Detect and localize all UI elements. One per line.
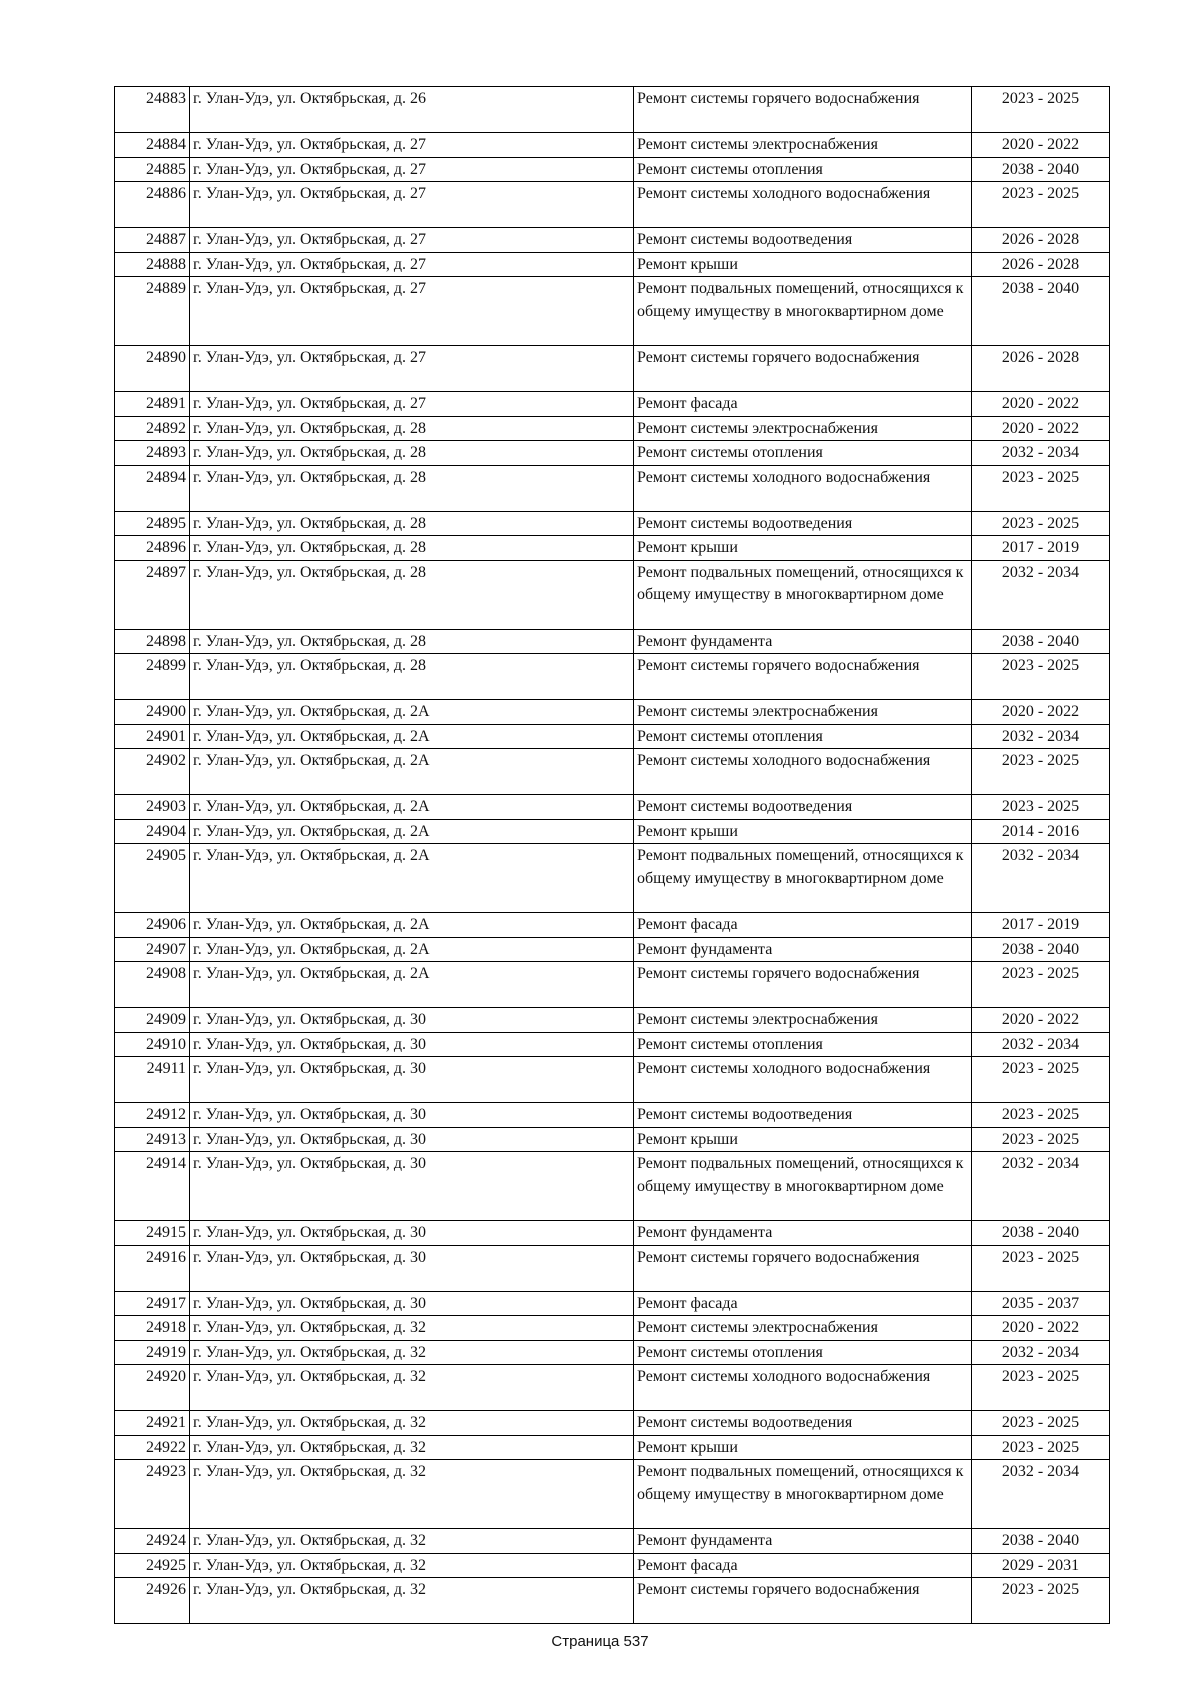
address-cell: г. Улан-Удэ, ул. Октябрьская, д. 32 (190, 1460, 634, 1529)
work-type-cell: Ремонт крыши (634, 536, 972, 561)
row-id-cell: 24909 (115, 1008, 190, 1033)
table-row (115, 700, 1110, 725)
table-row (115, 913, 1110, 938)
table-row (115, 536, 1110, 561)
row-id-cell: 24914 (115, 1152, 190, 1221)
address-cell: г. Улан-Удэ, ул. Октябрьская, д. 28 (190, 511, 634, 536)
period-cell: 2032 - 2034 (972, 1032, 1110, 1057)
period-cell: 2023 - 2025 (972, 1127, 1110, 1152)
row-id-cell: 24916 (115, 1245, 190, 1291)
table-row (115, 346, 1110, 392)
table-row (115, 416, 1110, 441)
address-cell: г. Улан-Удэ, ул. Октябрьская, д. 2А (190, 724, 634, 749)
address-cell: г. Улан-Удэ, ул. Октябрьская, д. 28 (190, 654, 634, 700)
table-row (115, 228, 1110, 253)
table-row (115, 1008, 1110, 1033)
address-cell: г. Улан-Удэ, ул. Октябрьская, д. 27 (190, 228, 634, 253)
table-row (115, 1245, 1110, 1291)
row-id-cell: 24913 (115, 1127, 190, 1152)
period-cell: 2023 - 2025 (972, 749, 1110, 795)
work-type-cell: Ремонт фасада (634, 1291, 972, 1316)
period-cell: 2023 - 2025 (972, 795, 1110, 820)
row-id-cell: 24908 (115, 962, 190, 1008)
period-cell: 2020 - 2022 (972, 700, 1110, 725)
work-type-cell: Ремонт системы отопления (634, 1032, 972, 1057)
period-cell: 2023 - 2025 (972, 654, 1110, 700)
address-cell: г. Улан-Удэ, ул. Октябрьская, д. 27 (190, 182, 634, 228)
row-id-cell: 24889 (115, 277, 190, 346)
table-row (115, 511, 1110, 536)
table-row (115, 1553, 1110, 1578)
period-cell: 2038 - 2040 (972, 629, 1110, 654)
address-cell: г. Улан-Удэ, ул. Октябрьская, д. 30 (190, 1103, 634, 1128)
address-cell: г. Улан-Удэ, ул. Октябрьская, д. 2А (190, 962, 634, 1008)
table-row (115, 465, 1110, 511)
table-row (115, 182, 1110, 228)
address-cell: г. Улан-Удэ, ул. Октябрьская, д. 26 (190, 87, 634, 133)
row-id-cell: 24887 (115, 228, 190, 253)
table-row (115, 1316, 1110, 1341)
address-cell: г. Улан-Удэ, ул. Октябрьская, д. 28 (190, 441, 634, 466)
address-cell: г. Улан-Удэ, ул. Октябрьская, д. 2А (190, 937, 634, 962)
work-type-cell: Ремонт фасада (634, 913, 972, 938)
address-cell: г. Улан-Удэ, ул. Октябрьская, д. 28 (190, 560, 634, 629)
table-row (115, 133, 1110, 158)
table-row (115, 1460, 1110, 1529)
work-type-cell: Ремонт системы электроснабжения (634, 416, 972, 441)
address-cell: г. Улан-Удэ, ул. Октябрьская, д. 30 (190, 1245, 634, 1291)
period-cell: 2023 - 2025 (972, 1245, 1110, 1291)
address-cell: г. Улан-Удэ, ул. Октябрьская, д. 2А (190, 700, 634, 725)
row-id-cell: 24892 (115, 416, 190, 441)
table-row (115, 724, 1110, 749)
row-id-cell: 24883 (115, 87, 190, 133)
work-type-cell: Ремонт системы отопления (634, 441, 972, 466)
row-id-cell: 24918 (115, 1316, 190, 1341)
address-cell: г. Улан-Удэ, ул. Октябрьская, д. 32 (190, 1529, 634, 1554)
row-id-cell: 24910 (115, 1032, 190, 1057)
period-cell: 2032 - 2034 (972, 560, 1110, 629)
table-row (115, 654, 1110, 700)
address-cell: г. Улан-Удэ, ул. Октябрьская, д. 30 (190, 1221, 634, 1246)
work-type-cell: Ремонт системы электроснабжения (634, 1316, 972, 1341)
row-id-cell: 24885 (115, 157, 190, 182)
work-type-cell: Ремонт системы отопления (634, 157, 972, 182)
address-cell: г. Улан-Удэ, ул. Октябрьская, д. 30 (190, 1032, 634, 1057)
address-cell: г. Улан-Удэ, ул. Октябрьская, д. 28 (190, 416, 634, 441)
row-id-cell: 24897 (115, 560, 190, 629)
period-cell: 2017 - 2019 (972, 913, 1110, 938)
table-row (115, 1103, 1110, 1128)
period-cell: 2032 - 2034 (972, 1152, 1110, 1221)
row-id-cell: 24926 (115, 1578, 190, 1624)
table-row (115, 1127, 1110, 1152)
row-id-cell: 24893 (115, 441, 190, 466)
table-row (115, 1578, 1110, 1624)
table-body (115, 87, 1110, 1624)
table-row (115, 157, 1110, 182)
period-cell: 2023 - 2025 (972, 1411, 1110, 1436)
table-row (115, 1221, 1110, 1246)
row-id-cell: 24898 (115, 629, 190, 654)
work-type-cell: Ремонт системы водоотведения (634, 228, 972, 253)
period-cell: 2038 - 2040 (972, 937, 1110, 962)
row-id-cell: 24903 (115, 795, 190, 820)
period-cell: 2038 - 2040 (972, 157, 1110, 182)
work-type-cell: Ремонт системы горячего водоснабжения (634, 346, 972, 392)
period-cell: 2023 - 2025 (972, 962, 1110, 1008)
work-type-cell: Ремонт системы отопления (634, 724, 972, 749)
table-row (115, 749, 1110, 795)
address-cell: г. Улан-Удэ, ул. Октябрьская, д. 32 (190, 1578, 634, 1624)
row-id-cell: 24915 (115, 1221, 190, 1246)
table-row (115, 277, 1110, 346)
work-type-cell: Ремонт системы горячего водоснабжения (634, 1245, 972, 1291)
table-row (115, 1291, 1110, 1316)
table-row (115, 1529, 1110, 1554)
table-row (115, 441, 1110, 466)
work-type-cell: Ремонт фундамента (634, 1221, 972, 1246)
address-cell: г. Улан-Удэ, ул. Октябрьская, д. 32 (190, 1365, 634, 1411)
period-cell: 2032 - 2034 (972, 1340, 1110, 1365)
row-id-cell: 24900 (115, 700, 190, 725)
table-row (115, 1152, 1110, 1221)
row-id-cell: 24907 (115, 937, 190, 962)
table-row (115, 1057, 1110, 1103)
row-id-cell: 24901 (115, 724, 190, 749)
work-type-cell: Ремонт системы холодного водоснабжения (634, 465, 972, 511)
table-row (115, 1435, 1110, 1460)
work-type-cell: Ремонт системы холодного водоснабжения (634, 1057, 972, 1103)
row-id-cell: 24921 (115, 1411, 190, 1436)
address-cell: г. Улан-Удэ, ул. Октябрьская, д. 2А (190, 844, 634, 913)
row-id-cell: 24923 (115, 1460, 190, 1529)
work-type-cell: Ремонт системы отопления (634, 1340, 972, 1365)
work-type-cell: Ремонт системы водоотведения (634, 511, 972, 536)
address-cell: г. Улан-Удэ, ул. Октябрьская, д. 27 (190, 346, 634, 392)
period-cell: 2026 - 2028 (972, 346, 1110, 392)
work-type-cell: Ремонт системы водоотведения (634, 795, 972, 820)
work-type-cell: Ремонт фундамента (634, 1529, 972, 1554)
address-cell: г. Улан-Удэ, ул. Октябрьская, д. 27 (190, 277, 634, 346)
period-cell: 2014 - 2016 (972, 819, 1110, 844)
work-type-cell: Ремонт системы электроснабжения (634, 133, 972, 158)
period-cell: 2020 - 2022 (972, 416, 1110, 441)
row-id-cell: 24912 (115, 1103, 190, 1128)
period-cell: 2023 - 2025 (972, 1435, 1110, 1460)
table-row (115, 844, 1110, 913)
row-id-cell: 24894 (115, 465, 190, 511)
work-type-cell: Ремонт подвальных помещений, относящихся к общему имуществу в многоквартирном доме (634, 277, 972, 346)
period-cell: 2032 - 2034 (972, 1460, 1110, 1529)
repair-schedule-table (114, 86, 1110, 1624)
address-cell: г. Улан-Удэ, ул. Октябрьская, д. 2А (190, 795, 634, 820)
address-cell: г. Улан-Удэ, ул. Октябрьская, д. 30 (190, 1291, 634, 1316)
work-type-cell: Ремонт крыши (634, 819, 972, 844)
period-cell: 2038 - 2040 (972, 277, 1110, 346)
work-type-cell: Ремонт системы водоотведения (634, 1103, 972, 1128)
row-id-cell: 24904 (115, 819, 190, 844)
row-id-cell: 24890 (115, 346, 190, 392)
address-cell: г. Улан-Удэ, ул. Октябрьская, д. 32 (190, 1316, 634, 1341)
address-cell: г. Улан-Удэ, ул. Октябрьская, д. 32 (190, 1340, 634, 1365)
period-cell: 2020 - 2022 (972, 1008, 1110, 1033)
period-cell: 2038 - 2040 (972, 1221, 1110, 1246)
address-cell: г. Улан-Удэ, ул. Октябрьская, д. 30 (190, 1008, 634, 1033)
table-row (115, 819, 1110, 844)
address-cell: г. Улан-Удэ, ул. Октябрьская, д. 28 (190, 536, 634, 561)
table-row (115, 629, 1110, 654)
work-type-cell: Ремонт подвальных помещений, относящихся к общему имуществу в многоквартирном доме (634, 560, 972, 629)
address-cell: г. Улан-Удэ, ул. Октябрьская, д. 32 (190, 1435, 634, 1460)
period-cell: 2038 - 2040 (972, 1529, 1110, 1554)
period-cell: 2023 - 2025 (972, 511, 1110, 536)
address-cell: г. Улан-Удэ, ул. Октябрьская, д. 32 (190, 1411, 634, 1436)
address-cell: г. Улан-Удэ, ул. Октябрьская, д. 30 (190, 1152, 634, 1221)
work-type-cell: Ремонт системы холодного водоснабжения (634, 1365, 972, 1411)
period-cell: 2032 - 2034 (972, 844, 1110, 913)
period-cell: 2020 - 2022 (972, 392, 1110, 417)
table-row (115, 87, 1110, 133)
work-type-cell: Ремонт подвальных помещений, относящихся к общему имуществу в многоквартирном доме (634, 1460, 972, 1529)
address-cell: г. Улан-Удэ, ул. Октябрьская, д. 2А (190, 819, 634, 844)
row-id-cell: 24919 (115, 1340, 190, 1365)
period-cell: 2026 - 2028 (972, 228, 1110, 253)
work-type-cell: Ремонт крыши (634, 252, 972, 277)
row-id-cell: 24888 (115, 252, 190, 277)
row-id-cell: 24924 (115, 1529, 190, 1554)
work-type-cell: Ремонт крыши (634, 1127, 972, 1152)
address-cell: г. Улан-Удэ, ул. Октябрьская, д. 2А (190, 913, 634, 938)
table-row (115, 560, 1110, 629)
row-id-cell: 24899 (115, 654, 190, 700)
work-type-cell: Ремонт фундамента (634, 629, 972, 654)
row-id-cell: 24891 (115, 392, 190, 417)
table-row (115, 392, 1110, 417)
period-cell: 2020 - 2022 (972, 133, 1110, 158)
work-type-cell: Ремонт фундамента (634, 937, 972, 962)
address-cell: г. Улан-Удэ, ул. Октябрьская, д. 30 (190, 1127, 634, 1152)
period-cell: 2017 - 2019 (972, 536, 1110, 561)
work-type-cell: Ремонт подвальных помещений, относящихся к общему имуществу в многоквартирном доме (634, 1152, 972, 1221)
period-cell: 2023 - 2025 (972, 1578, 1110, 1624)
work-type-cell: Ремонт системы горячего водоснабжения (634, 87, 972, 133)
row-id-cell: 24902 (115, 749, 190, 795)
work-type-cell: Ремонт подвальных помещений, относящихся к общему имуществу в многоквартирном доме (634, 844, 972, 913)
address-cell: г. Улан-Удэ, ул. Октябрьская, д. 32 (190, 1553, 634, 1578)
table-row (115, 937, 1110, 962)
row-id-cell: 24911 (115, 1057, 190, 1103)
row-id-cell: 24906 (115, 913, 190, 938)
period-cell: 2035 - 2037 (972, 1291, 1110, 1316)
work-type-cell: Ремонт системы горячего водоснабжения (634, 962, 972, 1008)
period-cell: 2023 - 2025 (972, 465, 1110, 511)
address-cell: г. Улан-Удэ, ул. Октябрьская, д. 27 (190, 392, 634, 417)
table-row (115, 1032, 1110, 1057)
address-cell: г. Улан-Удэ, ул. Октябрьская, д. 27 (190, 252, 634, 277)
table-row (115, 252, 1110, 277)
work-type-cell: Ремонт системы горячего водоснабжения (634, 1578, 972, 1624)
table-row (115, 962, 1110, 1008)
row-id-cell: 24925 (115, 1553, 190, 1578)
row-id-cell: 24920 (115, 1365, 190, 1411)
address-cell: г. Улан-Удэ, ул. Октябрьская, д. 2А (190, 749, 634, 795)
page-number: Страница 537 (551, 1633, 649, 1650)
period-cell: 2023 - 2025 (972, 1103, 1110, 1128)
period-cell: 2032 - 2034 (972, 724, 1110, 749)
period-cell: 2029 - 2031 (972, 1553, 1110, 1578)
period-cell: 2023 - 2025 (972, 1365, 1110, 1411)
period-cell: 2023 - 2025 (972, 1057, 1110, 1103)
work-type-cell: Ремонт системы электроснабжения (634, 700, 972, 725)
work-type-cell: Ремонт системы горячего водоснабжения (634, 654, 972, 700)
table-row (115, 795, 1110, 820)
work-type-cell: Ремонт системы электроснабжения (634, 1008, 972, 1033)
row-id-cell: 24917 (115, 1291, 190, 1316)
period-cell: 2023 - 2025 (972, 182, 1110, 228)
period-cell: 2026 - 2028 (972, 252, 1110, 277)
work-type-cell: Ремонт фасада (634, 392, 972, 417)
period-cell: 2032 - 2034 (972, 441, 1110, 466)
row-id-cell: 24895 (115, 511, 190, 536)
address-cell: г. Улан-Удэ, ул. Октябрьская, д. 30 (190, 1057, 634, 1103)
work-type-cell: Ремонт системы холодного водоснабжения (634, 749, 972, 795)
row-id-cell: 24884 (115, 133, 190, 158)
work-type-cell: Ремонт системы водоотведения (634, 1411, 972, 1436)
row-id-cell: 24922 (115, 1435, 190, 1460)
period-cell: 2023 - 2025 (972, 87, 1110, 133)
work-type-cell: Ремонт фасада (634, 1553, 972, 1578)
address-cell: г. Улан-Удэ, ул. Октябрьская, д. 27 (190, 133, 634, 158)
address-cell: г. Улан-Удэ, ул. Октябрьская, д. 27 (190, 157, 634, 182)
table-row (115, 1340, 1110, 1365)
row-id-cell: 24886 (115, 182, 190, 228)
row-id-cell: 24905 (115, 844, 190, 913)
address-cell: г. Улан-Удэ, ул. Октябрьская, д. 28 (190, 629, 634, 654)
work-type-cell: Ремонт крыши (634, 1435, 972, 1460)
work-type-cell: Ремонт системы холодного водоснабжения (634, 182, 972, 228)
table-row (115, 1365, 1110, 1411)
period-cell: 2020 - 2022 (972, 1316, 1110, 1341)
address-cell: г. Улан-Удэ, ул. Октябрьская, д. 28 (190, 465, 634, 511)
table-row (115, 1411, 1110, 1436)
row-id-cell: 24896 (115, 536, 190, 561)
